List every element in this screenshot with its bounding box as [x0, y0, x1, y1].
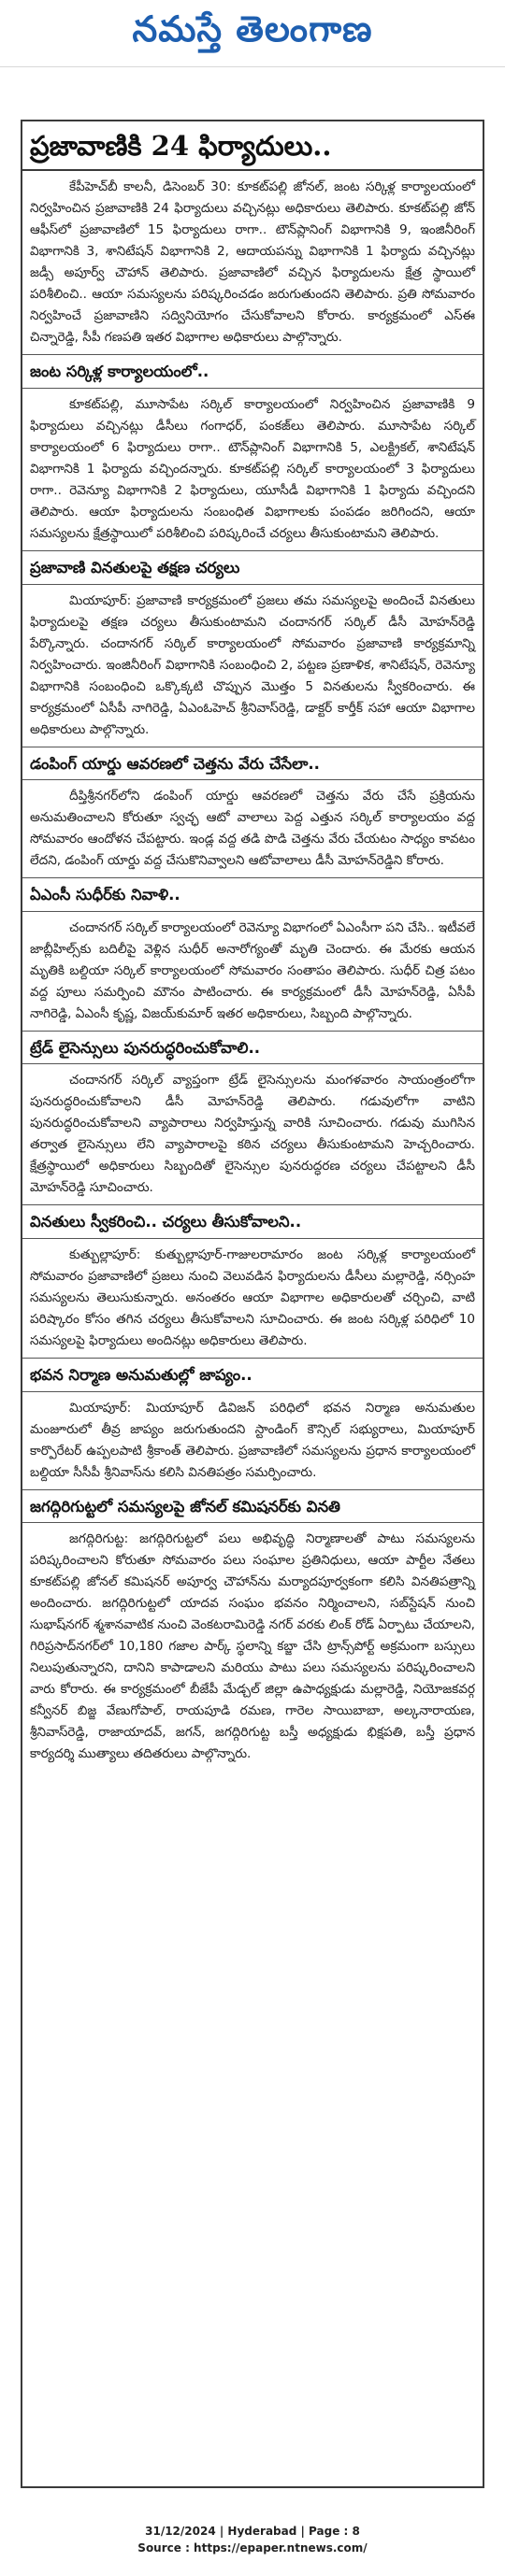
section-subheading: జంట సర్కిళ్ల కార్యాలయంలో..: [22, 354, 483, 389]
article-body: [22, 171, 483, 1771]
article-paragraph: మియాపూర్: మియాపూర్ డివిజన్ పరిధిలో భవన నిర్మాణ అనుమతుల మంజూరులో తీవ్ర జాప్యం జరుగుతుందని స్టాండింగ్ కౌన్సిల్ సభ్యురాలు, మియాపూర్ కార్పొరేటర్ ఉప్పలపాటి శ్రీకాంత్ తెలిపారు. ప్రజావాణిలో సమస్యలను ప్రధాన కార్యాలయంలో బల్దియా సీసీపీ శ్రీనివాస్‌ను కలిసి వినతిపత్రం సమర్పించారు.: [30, 1400, 475, 1480]
article-paragraph: చందానగర్ సర్కిల్ కార్యాలయంలో రెవెన్యూ విభాగంలో ఏఎంసీగా పని చేసి.. ఇటీవలే జాబ్లీహిల్స్‌కు బదిలీపై వెళ్లిన సుధీర్ అనారోగ్యంతో మృతి చెందారు. ఈ మేరకు ఆయన మృతికి బల్దియా సర్కిల్ కార్యాలయంలో సోమవారం సంతాపం తెలిపారు. సుధీర్ చిత్ర పటం వద్ద పూలు సమర్పించి మౌనం పాటించారు. ఈ కార్యక్రమంలో డీసీ మోహన్‌రెడ్డి, ఏసీపీ నాగిరెడ్డి, ఏఎంసీ కృష్ణ, విజయ్‌కుమార్ ఇతర అధికారులు, సిబ్బంది పాల్గొన్నారు.: [30, 919, 476, 1021]
section-subheading: వినతులు స్వీకరించి.. చర్యలు తీసుకోవాలని..: [22, 1204, 483, 1239]
page-footer: [0, 2523, 505, 2556]
article-headline: ప్రజావాణికి 24 ఫిర్యాదులు..: [22, 121, 483, 171]
section-subheading: జగద్గిరిగుట్టలో సమస్యలపై జోనల్ కమిషనర్‌కు వినతి: [22, 1489, 483, 1524]
article-paragraph: చందానగర్ సర్కిల్ వ్యాప్తంగా ట్రేడ్ లైసెన్సులను మంగళవారం సాయంత్రంలోగా పునరుద్ధరించుకోవాలని డీసీ మోహన్‌రెడ్డి తెలిపారు. గడువులోగా వాటిని పునరుద్ధరించుకోవాలని వ్యాపారాలు నిర్వహిస్తున్న వారికి సూచించారు. గడువు ముగిసిన తర్వాత లైసెన్సులు లేని వ్యాపారాలపై కఠిన చర్యలు తీసుకుంటామని హెచ్చరించారు. క్షేత్రస్థాయిలో అధికారులు సిబ్బందితో లైసెన్సుల పునరుద్ధరణ చర్యలు చేపట్టాలని డీసీ మోహన్‌రెడ్డి సూచించారు.: [30, 1073, 475, 1196]
masthead-logo: నమస్తే తెలంగాణ: [132, 7, 373, 50]
footer-date-page: 31/12/2024 | Hyderabad | Page : 8: [145, 2525, 360, 2538]
article-paragraph: జగద్గిరిగుట్ట: జగద్గిరిగుట్టలో పలు అభివృద్ధి నిర్మాణాలతో పాటు సమస్యలను పరిష్కరించాలని కోరుతూ సోమవారం పలు సంఘాల ప్రతినిధులు, ఆయా పార్టీల నేతలు కూకట్‌పల్లి జోనల్ కమిషనర్ అపూర్వ చౌహాన్‌ను మర్యాదపూర్వకంగా కలిసి వినతిపత్రాన్ని అందించారు. జగద్గిరిగుట్టలో యాదవ సంఘం భవనం నిర్మించాలని, సబ్‌స్టేషన్ నుంచి సుభాష్‌నగర్ శ్మశానవాటిక నుంచి వెంకటరామిరెడ్డి నగర్ వరకు లింక్ రోడ్ ఏర్పాటు చేయాలని, గిరిప్రసాద్‌నగర్‌లో 10,180 గజాల పార్క్ స్థలాన్ని కబ్జా చేసి ట్రాన్స్‌పోర్ట్ అక్రమంగా బస్సులు నిలుపుతున్నారని, దానిని కాపాడాలని మరియు పాటు పలు సమస్యలను పరిష్కరించాలని వారు కోరారు. ఈ కార్యక్రమంలో బీజేపీ మేడ్చల్ జిల్లా ఉపాధ్యక్షుడు మల్లారెడ్డి, నియోజకవర్గ కన్వీనర్ బిజ్జ వేణుగోపాల్, రాయపూడి రమణ, గారెల సాయిబాబా, అల్కనారాయణ, శ్రీనివాస్‌రెడ్డి, రాజాయాదవ్, జగన్, జగద్గిరిగుట్ట బస్తీ అధ్యక్షుడు భిక్షపతి, బస్తీ ప్రధాన కార్యదర్శి ముత్యాలు తదితరులు పాల్గొన్నారు.: [30, 1531, 475, 1762]
footer-source: Source : https://epaper.ntnews.com/: [137, 2541, 368, 2555]
article-paragraph: కుత్బుల్లాపూర్: కుత్బుల్లాపూర్-గాజులరామారం జంట సర్కిళ్ల కార్యాలయంలో సోమవారం ప్రజావాణిలో ప్రజలు నుంచి వెలువడిన ఫిర్యాదులను డీసీలు మల్లారెడ్డి, నర్సింహ సమస్యలను తెలుసుకున్నారు. అనంతరం ఆయా విభాగాల అధికారులతో చర్చించి, వాటి పరిష్కారం కోసం తగిన చర్యలు తీసుకోవాలని సూచించారు. ఈ జంట సర్కిళ్ల పరిధిలో 10 సమస్యలపై ఫిర్యాదులు అందినట్లు అధికారులు తెలిపారు.: [30, 1247, 475, 1349]
section-subheading: డంపింగ్ యార్డు ఆవరణలో చెత్తను వేరు చేసేలా..: [22, 747, 483, 781]
article-paragraph: కూకట్‌పల్లి, మూసాపేట సర్కిల్ కార్యాలయంలో నిర్వహించిన ప్రజావాణికి 9 ఫిర్యాదులు వచ్చినట్లు డీసీలు గంగాధర్, పంకజ్‌లు తెలిపారు. మూసాపేట సర్కిల్ కార్యాలయంలో 6 ఫిర్యాదులు రాగా.. టౌన్‌ప్లానింగ్ విభాగానికి 5, ఎలక్ట్రికల్, శానిటేషన్ విభాగానికి 1 ఫిర్యాదు వచ్చిందన్నారు. కూకట్‌పల్లి సర్కిల్ కార్యాలయంలో 3 ఫిర్యాదులు రాగా.. రెవెన్యూ విభాగానికి 2 ఫిర్యాదులు, యూసీడీ విభాగానికి 1 ఫిర్యాదు వచ్చిందని తెలిపారు. ఆయా ఫిర్యాదులను సంబంధిత విభాగాలకు పంపడం జరిగిందని, ఆయా సమస్యలను క్షేత్రస్థాయిలో పరిశీలించి పరిష్కరించే చర్యలు తీసుకుంటామని తెలిపారు.: [30, 396, 475, 541]
article-paragraph: మియాపూర్: ప్రజావాణి కార్యక్రమంలో ప్రజలు తమ సమస్యలపై అందించే వినతులు ఫిర్యాదులపై తక్షణ చర్యలు తీసుకుంటామని చందానగర్ సర్కిల్ డీసీ మోహన్‌రెడ్డి పేర్కొన్నారు. చందానగర్ సర్కిల్ కార్యాలయంలో సోమవారం ప్రజావాణి కార్యక్రమాన్ని నిర్వహించారు. ఇంజినీరింగ్ విభాగానికి సంబంధించి 2, పట్టణ ప్రణాళిక, శానిటేషన్, రెవెన్యూ విభాగానికి సంబంధించి ఒక్కొక్కటి చొప్పున మొత్తం 5 వినతులను స్వీకరించారు. ఈ కార్యక్రమంలో ఏసీపీ నాగిరెడ్డి, ఏఎంఓహెచ్ శ్రీనివాస్‌రెడ్డి, డాక్టర్ కార్తీక్ సహా ఆయా విభాగాల అధికారులు పాల్గొన్నారు.: [30, 592, 475, 737]
section-subheading: ప్రజావాణి వినతులపై తక్షణ చర్యలు: [22, 550, 483, 585]
section-subheading: ట్రేడ్ లైసెన్సులు పునరుద్ధరించుకోవాలి..: [22, 1031, 483, 1065]
masthead: [0, 0, 505, 67]
section-subheading: భవన నిర్మాణ అనుమతుల్లో జాప్యం..: [22, 1358, 483, 1392]
article-clipping: [21, 120, 484, 2488]
article-paragraph: దీప్తిశ్రీనగర్‌లోని డంపింగ్ యార్డు ఆవరణలో చెత్తను వేరు చేసే ప్రక్రియను అనుమతించాలని కోరుతూ స్వచ్ఛ ఆటో వాలాలు పెద్ద ఎత్తున సర్కిల్ కార్యాలయం వద్ద సోమవారం ఆందోళన చేపట్టారు. ఇండ్ల వద్ద తడి పొడి చెత్తను వేరు చేయటం సాధ్యం కావటం లేదని, డంపింగ్ యార్డు వద్ద చేసుకొనివ్వాలని ఆటోవాలాలు డీసీ మోహన్‌రెడ్డిని కోరారు.: [30, 789, 475, 869]
section-subheading: ఏఎంసీ సుధీర్‌కు నివాళి..: [22, 877, 483, 912]
article-paragraph: కేపీహెచ్‌బీ కాలనీ, డిసెంబర్ 30: కూకట్‌పల్లి జోనల్, జంట సర్కిళ్ల కార్యాలయంలో నిర్వహించిన ప్రజావాణికి 24 ఫిర్యాదులు వచ్చినట్లు అధికారులు తెలిపారు. కూకట్‌పల్లి జోన్ ఆఫీస్‌లో ప్రజావాణిలో 15 ఫిర్యాదులు రాగా.. టౌన్‌ప్లానింగ్ విభాగానికి 9, ఇంజినీరింగ్ విభాగానికి 3, శానిటేషన్ విభాగానికి 2, ఆదాయపన్ను విభాగానికి 1 ఫిర్యాదు వచ్చినట్లు జడ్సీ అపూర్వ్ చౌహాన్ తెలిపారు. ప్రజావాణిలో వచ్చిన ఫిర్యాదులను క్షేత్ర స్థాయిలో పరిశీలించి.. ఆయా సమస్యలను పరిష్కరించడం జరుగుతుందని తెలిపారు. ప్రతి సోమవారం నిర్వహించే ప్రజావాణిని సద్వినియోగం చేసుకోవాలని కోరారు. కార్యక్రమంలో ఎస్‌ఈ చిన్నారెడ్డి, సీపీ గణపతి ఇతర విభాగాల అధికారులు పాల్గొన్నారు.: [30, 179, 475, 346]
